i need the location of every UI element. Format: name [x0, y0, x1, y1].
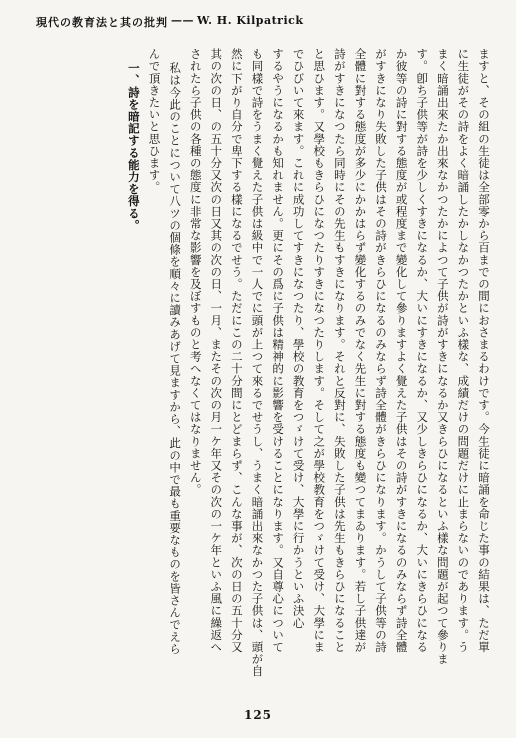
header-author: W. H. Kilpatrick	[197, 14, 304, 27]
text-line: まく暗誦出來たか出來なかつたかによつて子供が詩がすきになるか又きらひになるといふ樣な問題が起つて參りま	[435, 48, 450, 666]
text-line: す。卽ち子供等が詩を少しくすきになるか、大いにすきになるか、又少しきらひになるか、大いにきらひになる	[415, 48, 430, 653]
text-line: 私は今此のことについて八ツの個條を順々に讀みあげて見ますから、此の中で最も重要なものを皆さんでえら	[168, 62, 183, 655]
vertical-text-body	[123, 48, 494, 678]
text-line: ますと、その組の生徒は全部零から百までの間におさまるわけです。今生徒に暗誦を命じた事の結果は、ただ單	[477, 48, 491, 653]
text-line: も同樣で詩をうまく覺えた子供は級中で一人でに頭が上つて來るでせうし、うまく暗誦出來なかつた子供は、頭が自	[250, 48, 265, 678]
header-title: 現代の教育法と其の批判	[36, 16, 168, 29]
text-line: がすきになり失敗した子供はその詩がきらひになるのみならず詩全體がきらひになります。かうして子供等の詩	[374, 48, 389, 653]
text-line: 其の次の日、の五十分又次の日又其の次の日、一月、またその次の月一ケ年又その次の一ケ年といふ風に繰返へ	[209, 48, 224, 653]
text-line: か彼等の詩に對する態度が或程度まで變化して參りますよく覺えた子供はその詩がすきになるのみならず詩全體	[394, 48, 409, 653]
text-line: に生徒がその詩をよく暗誦したかしなかつたかといふ樣な、成績だけの問題だけに止まらないのであります。う	[456, 48, 471, 653]
text-line: するやうになるかも知れません。更にその爲に子供は精神的に影響を受けることになります。又自尊心について	[271, 48, 286, 653]
header-dash: ——	[171, 14, 194, 27]
running-header	[36, 14, 303, 36]
page-number: 125	[243, 708, 273, 722]
text-line: 然に下がり自分で卑下する樣になるでせう。ただにこの二十分間にとどまらず、こんな事が、次の日の五十分又	[229, 48, 244, 653]
text-line: されたら子供の各種の態度に非常な影響を及ぼすものと考へなくてはなりません。	[188, 48, 203, 496]
text-line: と思ひます。又學校もきらひになつたりすきになつたりします。そして之が學校教育をつゞけて受け、大學にま	[312, 48, 327, 653]
section-heading: 一、詩を暗記する能力を得る。	[126, 62, 141, 232]
text-line: でひびいて來ます。これに成功してすきになつたり、學校の教育をつゞけて受け、大學に行かうといふ決心	[291, 48, 306, 629]
text-line: んで頂きたいと思ひます。	[147, 48, 162, 194]
text-line: 詩がすきになつたら同時にその先生もすきになります。それと反對に、失敗した子供は先生もきらひになること	[332, 48, 347, 653]
text-line: 全體に對する態度が多少にかかはらず變化するのみでなく先生に對する態度も變つてまゐります。若し子供達が	[353, 48, 368, 653]
